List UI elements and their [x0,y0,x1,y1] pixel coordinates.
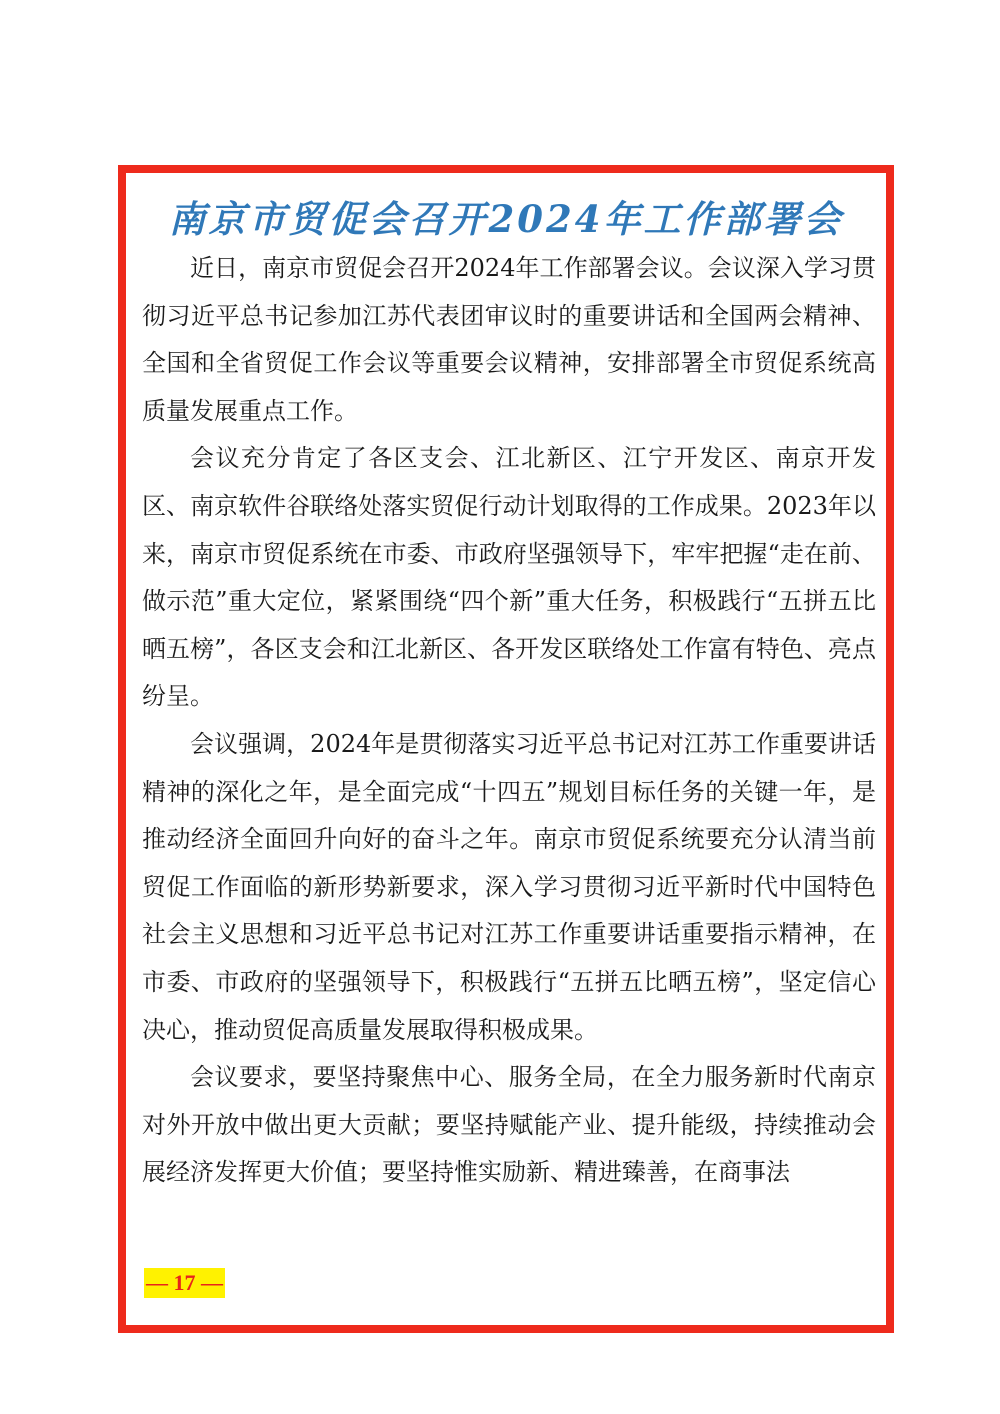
article-body [142,245,876,1197]
paragraph-2: 会议充分肯定了各区支会、江北新区、江宁开发区、南京开发区、南京软件谷联络处落实贸促行动计划取得的工作成果。2023年以来，南京市贸促系统在市委、市政府坚强领导下，牢牢把握“走在前、做示范”重大定位，紧紧围绕“四个新”重大任务，积极践行“五拼五比晒五榜”，各区支会和江北新区、各开发区联络处工作富有特色、亮点纷呈。 [142,444,876,711]
red-border-frame [118,165,894,1333]
article-title: 南京市贸促会召开2024年工作部署会 [168,197,844,241]
paragraph-1: 近日，南京市贸促会召开2024年工作部署会议。会议深入学习贯彻习近平总书记参加江苏代表团审议时的重要讲话和全国两会精神、全国和全省贸促工作会议等重要会议精神，安排部署全市贸促系统高质量发展重点工作。 [142,254,876,425]
paragraph-4: 会议要求，要坚持聚焦中心、服务全局，在全力服务新时代南京对外开放中做出更大贡献；要坚持赋能产业、提升能级，持续推动会展经济发挥更大价值；要坚持惟实励新、精进臻善，在商事法 [142,1063,876,1187]
page-number: — 17 — [144,1268,225,1298]
paragraph-3: 会议强调，2024年是贯彻落实习近平总书记对江苏工作重要讲话精神的深化之年，是全面完成“十四五”规划目标任务的关键一年，是推动经济全面回升向好的奋斗之年。南京市贸促系统要充分认清当前贸促工作面临的新形势新要求，深入学习贯彻习近平新时代中国特色社会主义思想和习近平总书记对江苏工作重要讲话重要指示精神，在市委、市政府的坚强领导下，积极践行“五拼五比晒五榜”，坚定信心决心，推动贸促高质量发展取得积极成果。 [142,729,876,1044]
